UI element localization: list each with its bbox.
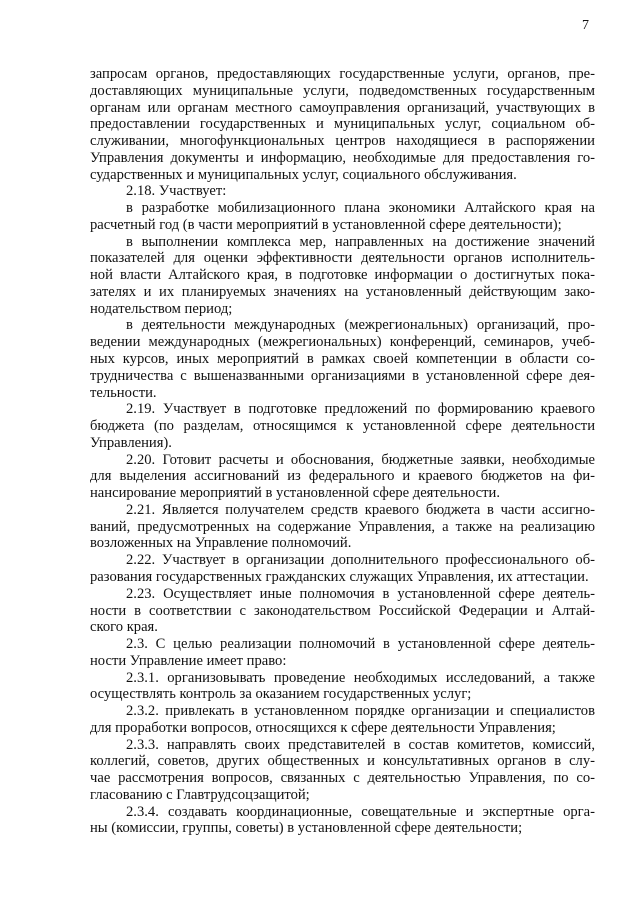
text-line: нодательством период; (90, 300, 233, 317)
text-line: ной власти Алтайского края, в подготовке информации о достигнутых пока- (90, 267, 595, 284)
text-line: 2.18. Участвует: (126, 183, 227, 200)
text-line: коллегий, советов, других общественных и консультативных органов в слу- (90, 753, 595, 770)
text-line: Управления). (90, 434, 172, 451)
text-line: зателях и их планируемых значениях на установленный действующим зако- (90, 283, 595, 300)
text-line: показателей для оценки эффективности деятельности органов исполнитель- (90, 250, 595, 267)
text-line: 2.22. Участвует в организации дополнительного профессионального об- (126, 552, 595, 569)
text-line: ны (комиссии, группы, советы) в установленной сфере деятельности; (90, 820, 523, 837)
text-line: запросам органов, предоставляющих государственные услуги, органов, пре- (90, 66, 595, 82)
text-line: Управления документы и информацию, необходимые для предоставления го- (90, 149, 595, 166)
text-line: ных курсов, иных мероприятий в рамках своей компетенции в области со- (90, 351, 595, 368)
text-line: органам или органам местного самоуправления организаций, участвующих в (90, 99, 595, 116)
text-line: 2.3.4. создавать координационные, совещательные и экспертные орга- (126, 803, 595, 820)
page-number: 7 (582, 18, 589, 33)
text-line: трудничества с вышеназванными организациями в установленной сфере дея- (90, 367, 595, 384)
text-line: ваний, предусмотренных на содержание Управления, а также на реализацию (90, 518, 595, 535)
body-text (90, 66, 595, 837)
text-line: служивании, многофункциональных центров находящиеся в распоряжении (90, 133, 595, 150)
text-line: 2.19. Участвует в подготовке предложений по формированию краевого (126, 401, 595, 418)
text-line: 2.3. С целью реализации полномочий в установленной сфере деятель- (126, 636, 595, 653)
text-line: расчетный год (в части мероприятий в установленной сфере деятельности); (90, 216, 562, 233)
text-line: сударственных и муниципальных услуг, социального обслуживания. (90, 166, 517, 183)
text-line: чае рассмотрения вопросов, связанных с деятельностью Управления, по со- (90, 770, 595, 787)
text-line: нансирование мероприятий в установленной сфере деятельности. (90, 485, 500, 502)
text-line: осуществлять контроль за оказанием государственных услуг; (90, 686, 472, 703)
text-line: бюджета (по разделам, относящимся к установленной сфере деятельности (90, 418, 595, 435)
text-line: 2.23. Осуществляет иные полномочия в установленной сфере деятель- (126, 585, 595, 602)
text-line: 2.20. Готовит расчеты и обоснования, бюджетные заявки, необходимые (126, 451, 595, 468)
text-line: 2.3.2. привлекать в установленном порядке организации и специалистов (126, 703, 595, 720)
text-line: доставляющих муниципальные услуги, подведомственных государственным (90, 82, 595, 99)
text-line: тельности. (90, 384, 157, 401)
text-line: ности в соответствии с законодательством Российской Федерации и Алтай- (90, 602, 595, 619)
text-line: 2.3.1. организовывать проведение необходимых исследований, а также (126, 669, 595, 686)
text-line: возложенных на Управление полномочий. (90, 535, 352, 552)
text-line: в выполнении комплекса мер, направленных на достижение значений (126, 233, 595, 250)
text-line: ского края. (90, 619, 158, 636)
text-line: ведении международных (межрегиональных) конференций, семинаров, учеб- (90, 334, 595, 351)
text-line: в деятельности международных (межрегиональных) организаций, про- (126, 317, 595, 334)
text-line: предоставлении государственных и муниципальных услуг, социальном об- (90, 116, 595, 133)
text-line: в разработке мобилизационного плана экономики Алтайского края на (126, 200, 595, 217)
text-line: разования государственных гражданских служащих Управления, их аттестации. (90, 568, 589, 585)
text-line: 2.21. Является получателем средств краевого бюджета в части ассигно- (126, 501, 595, 518)
text-line: для выделения ассигнований из федерального и краевого бюджетов на фи- (90, 468, 595, 485)
text-line: ности Управление имеет право: (90, 652, 287, 669)
text-line: для проработки вопросов, относящихся к сфере деятельности Управления; (90, 719, 556, 736)
text-line: 2.3.3. направлять своих представителей в состав комитетов, комиссий, (126, 736, 595, 753)
text-line: гласованию с Главтрудсоцзащитой; (90, 786, 310, 803)
